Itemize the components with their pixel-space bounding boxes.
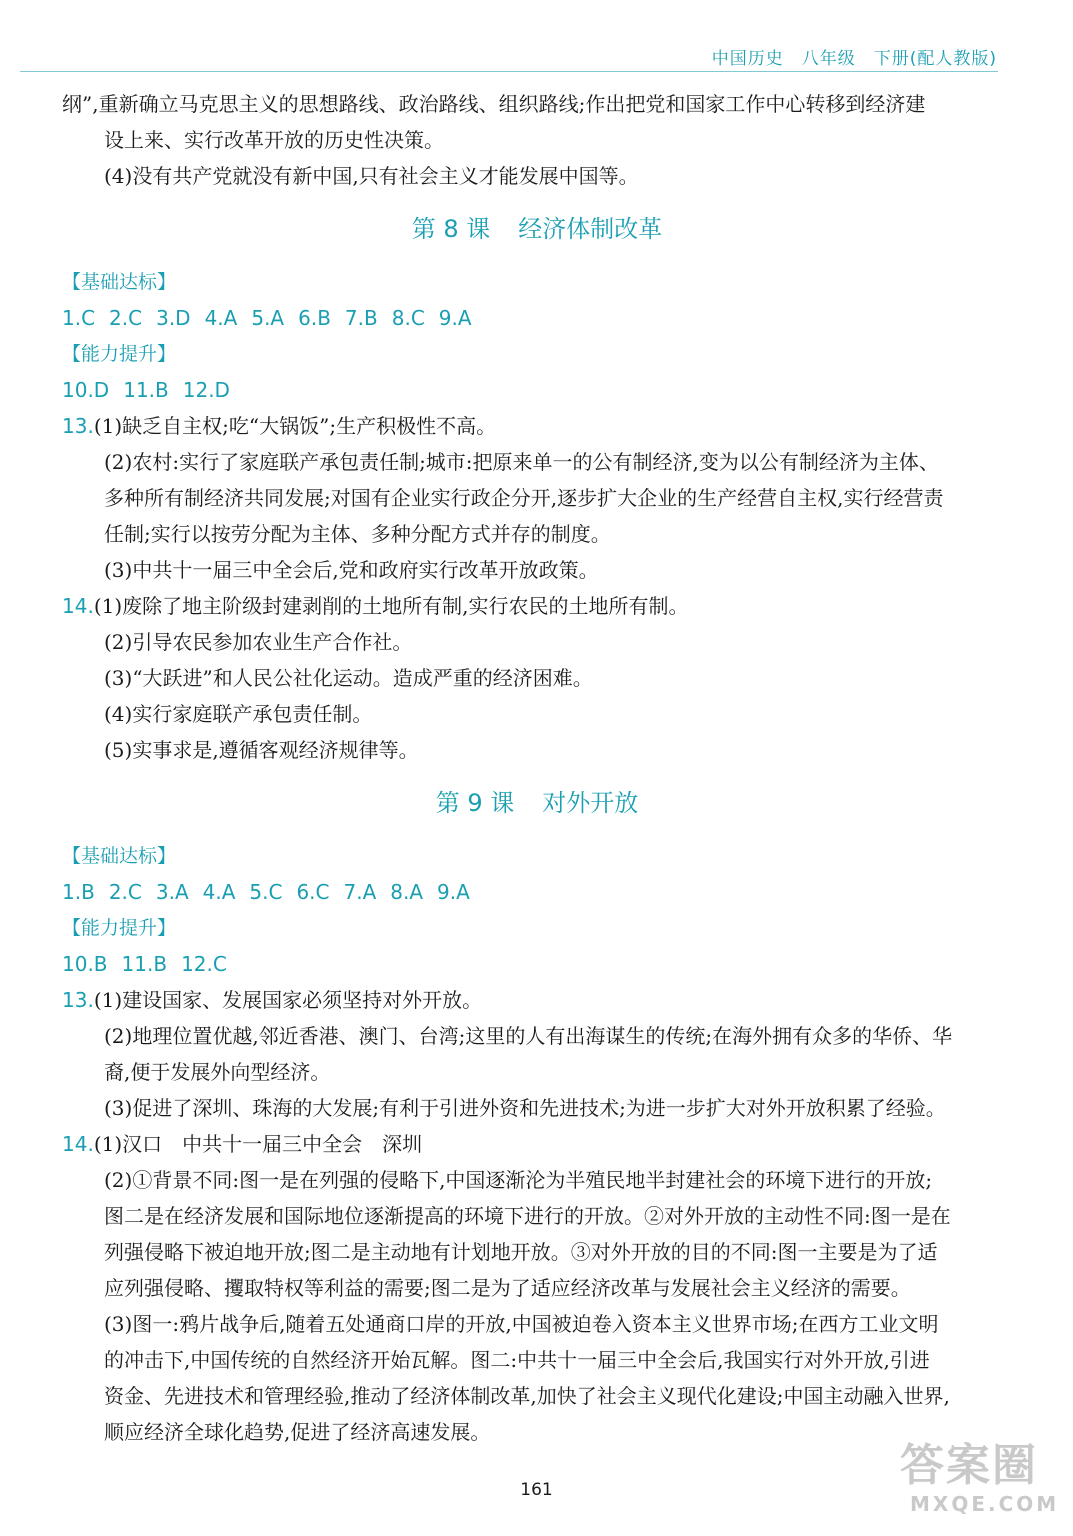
answer-item: 6.C <box>296 880 330 904</box>
lesson-number: 第 8 课 <box>411 215 491 243</box>
answer-item: 6.B <box>298 306 331 330</box>
answer-item: 5.A <box>251 306 285 330</box>
question-13-answer <box>62 408 1012 588</box>
lesson-name: 对外开放 <box>542 789 639 817</box>
page-number: 161 <box>520 1480 553 1500</box>
text-line: 资金、先进技术和管理经验,推动了经济体制改革,加快了社会主义现代化建设;中国主动融入世界, <box>104 1384 950 1408</box>
text-line: (3)中共十一届三中全会后,党和政府实行改革开放政策。 <box>104 558 599 582</box>
question-number: 14. <box>62 594 94 618</box>
answer-item: 7.B <box>344 306 378 330</box>
text-line: 顺应经济全球化趋势,促进了经济高速发展。 <box>104 1420 491 1444</box>
text-line: (1)缺乏自主权;吃“大锅饭”;生产积极性不高。 <box>93 414 497 438</box>
answer-item: 10.D <box>62 378 110 402</box>
section-label-basic: 【基础达标】 <box>62 845 177 867</box>
lesson-number: 第 9 课 <box>435 789 515 817</box>
text-line: 多种所有制经济共同发展;对国有企业实行政企分开,逐步扩大企业的生产经营自主权,实行经营责 <box>104 486 944 510</box>
answer-item: 2.C <box>109 306 143 330</box>
text-line: (4)没有共产党就没有新中国,只有社会主义才能发展中国等。 <box>104 164 639 188</box>
lesson-name: 经济体制改革 <box>518 215 663 243</box>
section-label-ability: 【能力提升】 <box>62 917 177 939</box>
watermark-url: MXQE.COM <box>910 1492 1060 1516</box>
text-line: 应列强侵略、攫取特权等利益的需要;图二是为了适应经济改革与发展社会主义经济的需要。 <box>104 1276 911 1300</box>
answer-item: 12.D <box>182 378 230 402</box>
text-line: 图二是在经济发展和国际地位逐渐提高的环境下进行的开放。②对外开放的主动性不同:图一是在 <box>104 1204 951 1228</box>
answer-item: 5.C <box>249 880 283 904</box>
answer-list-basic <box>62 874 1012 910</box>
answer-item: 9.A <box>438 306 472 330</box>
text-line: (2)引导农民参加农业生产合作社。 <box>104 630 413 654</box>
answer-item: 3.A <box>155 880 189 904</box>
answer-item: 3.D <box>156 306 191 330</box>
question-number: 13. <box>62 988 94 1012</box>
text-line: (2)①背景不同:图一是在列强的侵略下,中国逐渐沦为半殖民地半封建社会的环境下进行的开放; <box>104 1168 933 1192</box>
answer-item: 8.A <box>390 880 424 904</box>
answer-item: 2.C <box>108 880 142 904</box>
answer-list-ability <box>62 372 1012 408</box>
text-line: (4)实行家庭联产承包责任制。 <box>104 702 373 726</box>
question-14-answer <box>62 588 1012 768</box>
answer-item: 10.B <box>62 952 108 976</box>
question-number: 13. <box>62 414 94 438</box>
header-divider <box>20 71 998 72</box>
page-header: 中国历史 八年级 下册(配人教版) <box>711 49 997 69</box>
text-line: (3)“大跃进”和人民公社化运动。造成严重的经济困难。 <box>104 666 593 690</box>
answer-item: 9.A <box>437 880 470 904</box>
question-number: 14. <box>62 1132 94 1156</box>
watermark-logo <box>900 1440 1060 1530</box>
section-label-basic: 【基础达标】 <box>62 271 177 293</box>
text-line: (3)促进了深圳、珠海的大发展;有利于引进外资和先进技术;为进一步扩大对外开放积累了经验。 <box>104 1096 946 1120</box>
answer-list-ability <box>62 946 1012 982</box>
answer-content <box>62 86 1012 1450</box>
lesson-8-title <box>62 194 1012 264</box>
answer-item: 4.A <box>204 306 238 330</box>
question-14-answer <box>62 1126 1012 1450</box>
answer-item: 1.C <box>62 306 96 330</box>
text-line: 任制;实行以按劳分配为主体、多种分配方式并存的制度。 <box>104 522 611 546</box>
answer-item: 4.A <box>202 880 236 904</box>
answer-item: 8.C <box>391 306 425 330</box>
text-line: (3)图一:鸦片战争后,随着五处通商口岸的开放,中国被迫卷入资本主义世界市场;在西方工业文明 <box>104 1312 939 1336</box>
text-line: (1)建设国家、发展国家必须坚持对外开放。 <box>93 988 483 1012</box>
text-line: (2)地理位置优越,邻近香港、澳门、台湾;这里的人有出海谋生的传统;在海外拥有众多的华侨、华 <box>104 1024 953 1048</box>
answer-item: 11.B <box>123 378 169 402</box>
text-line: (5)实事求是,遵循客观经济规律等。 <box>104 738 419 762</box>
answer-item: 11.B <box>121 952 168 976</box>
text-line: (2)农村:实行了家庭联产承包责任制;城市:把原来单一的公有制经济,变为以公有制经济为主体、 <box>104 450 939 474</box>
text-line: 列强侵略下被迫地开放;图二是主动地有计划地开放。③对外开放的目的不同:图一主要是为了适 <box>104 1240 938 1264</box>
text-line: (1)汉口 中共十一届三中全会 深圳 <box>93 1132 423 1156</box>
watermark-text: 答案圈 <box>900 1440 1038 1491</box>
text-line: 纲”,重新确立马克思主义的思想路线、政治路线、组织路线;作出把党和国家工作中心转移到经济建 <box>62 92 926 116</box>
text-line: 设上来、实行改革开放的历史性决策。 <box>104 128 444 152</box>
text-line: 的冲击下,中国传统的自然经济开始瓦解。图二:中共十一届三中全会后,我国实行对外开放,引进 <box>104 1348 930 1372</box>
intro-block <box>62 86 1012 194</box>
text-line: (1)废除了地主阶级封建剥削的土地所有制,实行农民的土地所有制。 <box>93 594 689 618</box>
answer-list-basic <box>62 300 1012 336</box>
answer-item: 1.B <box>62 880 95 904</box>
lesson-9-title <box>62 768 1012 838</box>
section-label-ability: 【能力提升】 <box>62 343 177 365</box>
answer-item: 7.A <box>343 880 377 904</box>
answer-item: 12.C <box>181 952 227 976</box>
text-line: 裔,便于发展外向型经济。 <box>104 1060 331 1084</box>
question-13-answer <box>62 982 1012 1126</box>
